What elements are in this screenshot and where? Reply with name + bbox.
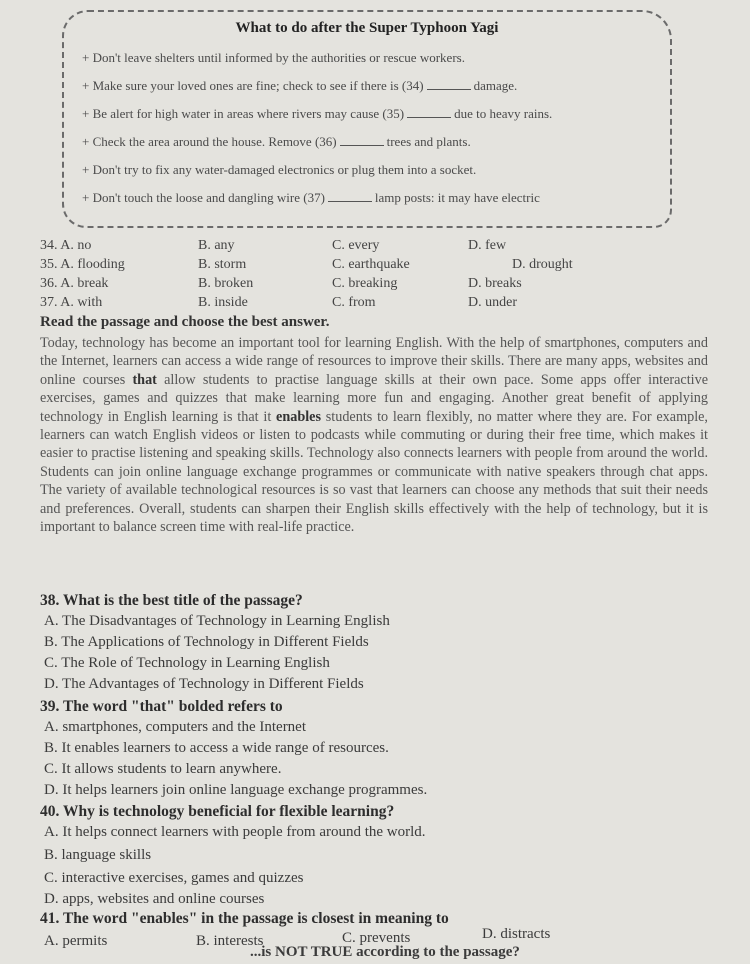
option[interactable]: B. inside <box>198 295 248 310</box>
blank-37 <box>328 201 372 202</box>
option[interactable]: B. any <box>198 238 235 253</box>
passage-text: Today, technology has become an important tool for learning English. With the help of smartphones, computers and the Internet, learners can access a wide range of resources to improve their skills. There are many apps, websites and online courses <box>40 335 708 388</box>
notice-text: + Check the area around the house. Remove (36) <box>82 134 337 149</box>
notice-line-6 <box>82 190 540 206</box>
option[interactable]: D. under <box>468 295 517 310</box>
option[interactable]: 36. A. break <box>40 276 109 291</box>
answer-41-a[interactable]: A. permits <box>44 933 108 949</box>
answer-40-a[interactable]: A. It helps connect learners with people from around the world. <box>44 824 426 840</box>
answer-38-c[interactable]: C. The Role of Technology in Learning English <box>44 655 330 671</box>
answer-39-a[interactable]: A. smartphones, computers and the Internet <box>44 719 307 735</box>
notice-text: + Don't touch the loose and dangling wire (37) <box>82 190 325 205</box>
passage-text: allow students to practise language skills at their own pace. Some apps offer interactive exercises, games and quizzes that make learning more fun and engaging. Another great benefit of applying technology in English learning is that it <box>40 371 708 425</box>
bold-word-enables: enables <box>276 408 321 425</box>
option[interactable]: D. few <box>468 238 507 253</box>
option[interactable]: 37. A. with <box>40 295 103 310</box>
answer-39-d[interactable]: D. It helps learners join online language exchange programmes. <box>44 782 428 798</box>
passage-text: students to learn flexibly, no matter where they are. For example, learners can watch English videos or listen to podcasts while commuting or during their free time, which makes it easier to practise listening and speaking skills. Technology also connects learners with people from around the world. Students can join online language exchange programmes or communicate with native speakers through chat apps. The variety of available technological resources is so vast that learners can choose any methods that suit their needs and preferences. Overall, students can sharpen their English skills effectively with the help of technology, but it is important to balance screen time with real-life practice. <box>40 408 708 536</box>
reading-heading: Read the passage and choose the best answer. <box>40 314 330 330</box>
answer-38-b[interactable]: B. The Applications of Technology in Different Fields <box>44 634 369 650</box>
answer-41-b[interactable]: B. interests <box>196 933 264 949</box>
notice-text-after: damage. <box>473 78 518 93</box>
blank-35 <box>407 117 451 118</box>
blank-34 <box>427 89 471 90</box>
answer-40-c[interactable]: C. interactive exercises, games and quizzes <box>44 870 304 886</box>
option[interactable]: C. from <box>332 295 376 310</box>
notice-text-after: due to heavy rains. <box>454 106 553 121</box>
option[interactable]: B. storm <box>198 257 247 272</box>
option[interactable]: C. every <box>332 238 380 253</box>
option[interactable]: D. drought <box>512 257 573 272</box>
answer-40-b[interactable]: B. language skills <box>44 847 152 863</box>
notice-text-after: trees and plants. <box>386 134 471 149</box>
answer-41-c[interactable]: C. prevents <box>342 930 411 946</box>
notice-title: What to do after the Super Typhoon Yagi <box>235 20 499 36</box>
question-41: 41. The word "enables" in the passage is closest in meaning to <box>40 910 449 927</box>
option[interactable]: 34. A. no <box>40 238 92 253</box>
notice-text: + Don't leave shelters until informed by the authorities or rescue workers. <box>82 50 465 65</box>
notice-line-2 <box>82 78 517 94</box>
notice-line-4 <box>82 134 471 150</box>
answer-38-a[interactable]: A. The Disadvantages of Technology in Learning English <box>44 613 390 629</box>
option[interactable]: C. breaking <box>332 276 398 291</box>
option[interactable]: D. breaks <box>468 276 522 291</box>
blank-36 <box>340 145 384 146</box>
answer-41-d[interactable]: D. distracts <box>482 926 551 942</box>
question-38: 38. What is the best title of the passage? <box>40 592 303 609</box>
notice-box <box>62 10 672 228</box>
answer-39-c[interactable]: C. It allows students to learn anywhere. <box>44 761 282 777</box>
bold-word-that: that <box>132 371 157 388</box>
answer-39-b[interactable]: B. It enables learners to access a wide range of resources. <box>44 740 389 756</box>
answer-38-d[interactable]: D. The Advantages of Technology in Different Fields <box>44 676 364 692</box>
notice-line-1 <box>82 50 465 66</box>
notice-text: + Don't try to fix any water-damaged electronics or plug them into a socket. <box>82 162 477 177</box>
notice-line-5 <box>82 162 476 178</box>
option[interactable]: C. earthquake <box>332 257 410 272</box>
notice-line-3 <box>82 106 552 122</box>
notice-text: + Be alert for high water in areas where rivers may cause (35) <box>82 106 405 121</box>
question-39: 39. The word "that" bolded refers to <box>40 698 283 715</box>
notice-text: + Make sure your loved ones are fine; check to see if there is (34) <box>82 78 424 93</box>
question-42-partial: ...is NOT TRUE according to the passage? <box>250 944 520 960</box>
answer-40-d[interactable]: D. apps, websites and online courses <box>44 891 265 907</box>
reading-passage <box>40 334 708 536</box>
question-40: 40. Why is technology beneficial for flexible learning? <box>40 803 395 820</box>
option[interactable]: 35. A. flooding <box>40 257 125 272</box>
option[interactable]: B. broken <box>198 276 254 291</box>
notice-text-after: lamp posts: it may have electric <box>374 190 540 205</box>
